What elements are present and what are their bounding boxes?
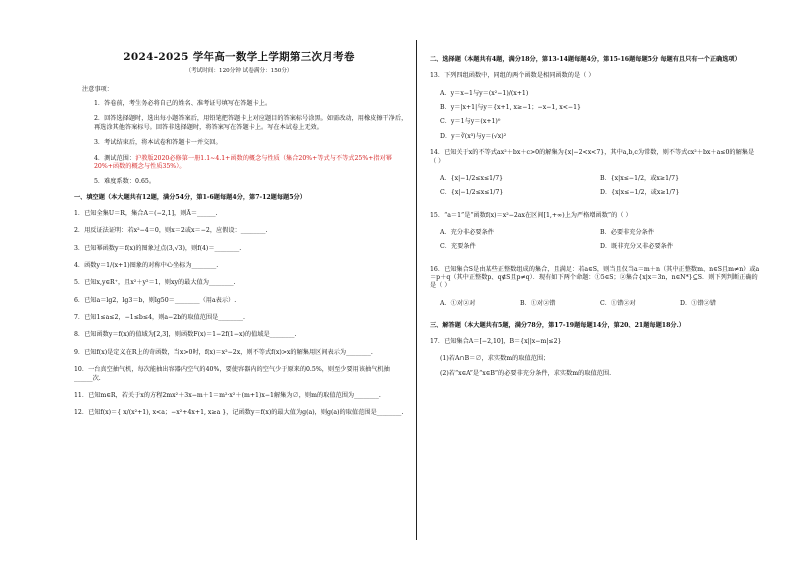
option-b: B．{x|x≤−1/2，或x≥1/7} [600,174,680,182]
option-b: B．必要非充分条件 [600,228,655,236]
q-number: 8． [74,331,85,339]
question-11 [74,392,408,400]
option-a: A．{x|−1/2≤x≤1/7} [440,174,504,182]
q-number: 7． [74,314,85,322]
q15-options [440,229,760,258]
q-text: 下列四组函数中，同组的两个函数是相同函数的是（ ） [444,72,595,80]
option-d: D．既非充分又非必要条件 [600,243,674,251]
q-number: 17． [430,338,445,346]
question-2 [74,227,408,235]
option-b: B．①对②错 [520,299,556,307]
right-column [426,50,760,386]
question-17 [430,338,760,346]
q-text: 已知集合A＝[−2,10]，B＝{x||x−m|≤2} [444,338,562,346]
notes-heading: 注意事项： [82,85,113,93]
note-5: 5．难度系数：0.65。 [94,178,156,186]
q-text: 用反证法证明：若x²−4＝0，则x＝2或x＝−2，应假设：________. [84,227,268,235]
q-text: 已知1≤a≤2，−1≤b≤4，则a−2b的取值范围是________. [84,314,245,322]
section-choice-heading: 二、选择题（本题共有4题，满分18分，第13-14题每题4分，第15-16题每题5分 每题有且只有一个正确选项） [430,56,741,63]
option-d: D．①错②错 [680,299,716,307]
q14-options [440,175,760,204]
q-text: 已知幂函数y＝f(x)的图象过点(3,√3)，则f(4)＝________. [84,244,242,252]
q16-options [440,300,760,314]
left-column [70,50,408,427]
q-text: 已知m∈R，若关于x的方程2mx²＋3x−m＋1＝m²·x²＋(m+1)x−1解集为∅，则m的取值范围为________. [88,391,381,399]
q-text: 函数y＝1/(x+1)图象的对称中心坐标为________. [84,262,219,270]
section-fill-heading: 一、填空题（本大题共有12题，满分54分，第1-6题每题4分，第7-12题每题5分） [74,193,306,201]
q-text: 已知集合S是由某些正整数组成的集合，且满足：若a∈S，则当且仅当a＝m＋n（其中正整数m、n∈S且m≠n）或a＝p＋q（其中正整数p、q∉S且p≠q）．现有如下两个命题：①5∈S；②集合{x|x＝3n，n∈N*}⊆S．则下列判断正确的是（ ） [430,265,760,290]
option-c: C．{x|−1/2≤x≤1/7} [440,189,504,197]
option-d: D．y＝∛(x³)与y＝(√x)² [440,132,507,140]
question-3 [74,245,408,253]
q-text: 已知f(x)＝{ x/(x²+1), x<a；−x²+4x+1, x≥a }，记函数y＝f(x)的最大值为g(a)，则g(a)的取值范围是________. [88,409,404,417]
q-number: 15． [430,211,445,219]
q-text: 已知x,y∈R⁺，且x²＋y²＝1，则xy的最大值为________. [84,279,236,287]
question-10 [74,366,408,383]
q17-part-1: (1)若A∩B＝∅，求实数m的取值范围； [440,354,550,362]
option-d: D．{x|x≤−1/2，或x≥1/7} [600,189,680,197]
option-a: A．充分非必要条件 [440,228,494,236]
q-number: 1． [74,209,85,217]
q-number: 11． [74,391,89,399]
option-a: A．①对②对 [440,299,476,307]
note-3: 3．考试结束后，将本试卷和答题卡一并交回。 [94,139,222,147]
question-12 [74,409,408,417]
q-text: 已知函数y＝f(x)的值域为[2,3]，则函数F(x)＝1−2f(1−x)的值域是________. [84,331,297,339]
q-number: 4． [74,262,85,270]
test-scope: 沪教版2020必修第一册1.1~4.1+函数的概念与性质（集合20%+等式与不等式25%+指对幂20%+函数的概念与性质35%）。 [94,154,392,170]
q-text: 一台真空抽气机，每次能抽出容器内空气的40%，要使容器内的空气少于原来的0.5%，则至少要用该抽气机抽______次. [74,366,390,382]
question-1 [74,210,408,218]
note-2: 2．回答选择题时，选出每小题答案后，用铅笔把答题卡上对应题目的答案标号涂黑。如需改动，用橡皮擦干净后，再选涂其他答案标号。回答非选择题时，将答案写在答题卡上。写在本试卷上无效。 [94,115,408,131]
exam-title: 2024-2025 学年高一数学上学期第三次月考卷 [123,51,355,63]
q-number: 16． [430,265,445,273]
q-number: 2． [74,227,85,235]
option-b: B．y＝|x+1|与y＝{x+1, x≥−1；−x−1, x<−1} [440,104,581,112]
q17-part-2: (2)若“x∈A”是“x∈B”的必要非充分条件，求实数m的取值范围. [440,370,612,378]
option-c: C．充要条件 [440,243,476,251]
q-text: 已知a＝lg2，lg3＝b，则lg50＝________（用a表示）. [84,296,237,304]
q-number: 5． [74,279,85,287]
question-14 [430,149,760,166]
column-divider [416,40,417,540]
q-text: 已知f(x)是定义在R上的奇函数，当x>0时，f(x)＝x²−2x，则不等式f(x)>x的解集用区间表示为________. [84,348,373,356]
question-6 [74,297,408,305]
question-9 [74,349,408,357]
q-number: 3． [74,244,85,252]
q-number: 14． [430,149,445,157]
question-15 [430,212,760,220]
question-16 [430,266,760,291]
question-8 [74,331,408,339]
option-c: C．①错②对 [600,299,636,307]
q-number: 6． [74,296,85,304]
note-4-label: 4．测试范围： [94,154,136,162]
note-1: 1．答卷前，考生务必将自己的姓名、准考证号填写在答题卡上。 [94,100,272,108]
question-7 [74,314,408,322]
q-text: 已知全集U＝R，集合A＝(−2,1]，则Ā＝______. [84,209,218,217]
q-text: 已知关于x的不等式ax²＋bx＋c>0的解集为{x|−2<x<7}，其中a,b,c为常数，则不等式cx²＋bx＋a≤0的解集是（ ） [430,149,755,165]
q-number: 10． [74,366,89,374]
option-c: C．y＝1与y＝(x+1)⁰ [440,118,501,126]
q-number: 12． [74,409,89,417]
exam-subtitle: （考试时间：120分钟 试卷满分：150分） [185,68,293,75]
option-a: A．y＝x−1与y＝(x²−1)/(x+1) [440,89,529,97]
q-text: “a＝1”是“函数f(x)＝x²−2ax在区间[1,+∞)上为严格增函数”的（ ） [444,211,632,219]
q13-options [440,90,760,141]
question-13 [430,72,760,80]
section-answer-heading: 三、解答题（本大题共有5题，满分78分，第17-19题每题14分，第20、21题每题18分.） [430,322,685,330]
question-4 [74,262,408,270]
note-4 [94,155,408,172]
q-number: 9． [74,348,85,356]
question-5 [74,279,408,287]
q-number: 13． [430,72,445,80]
